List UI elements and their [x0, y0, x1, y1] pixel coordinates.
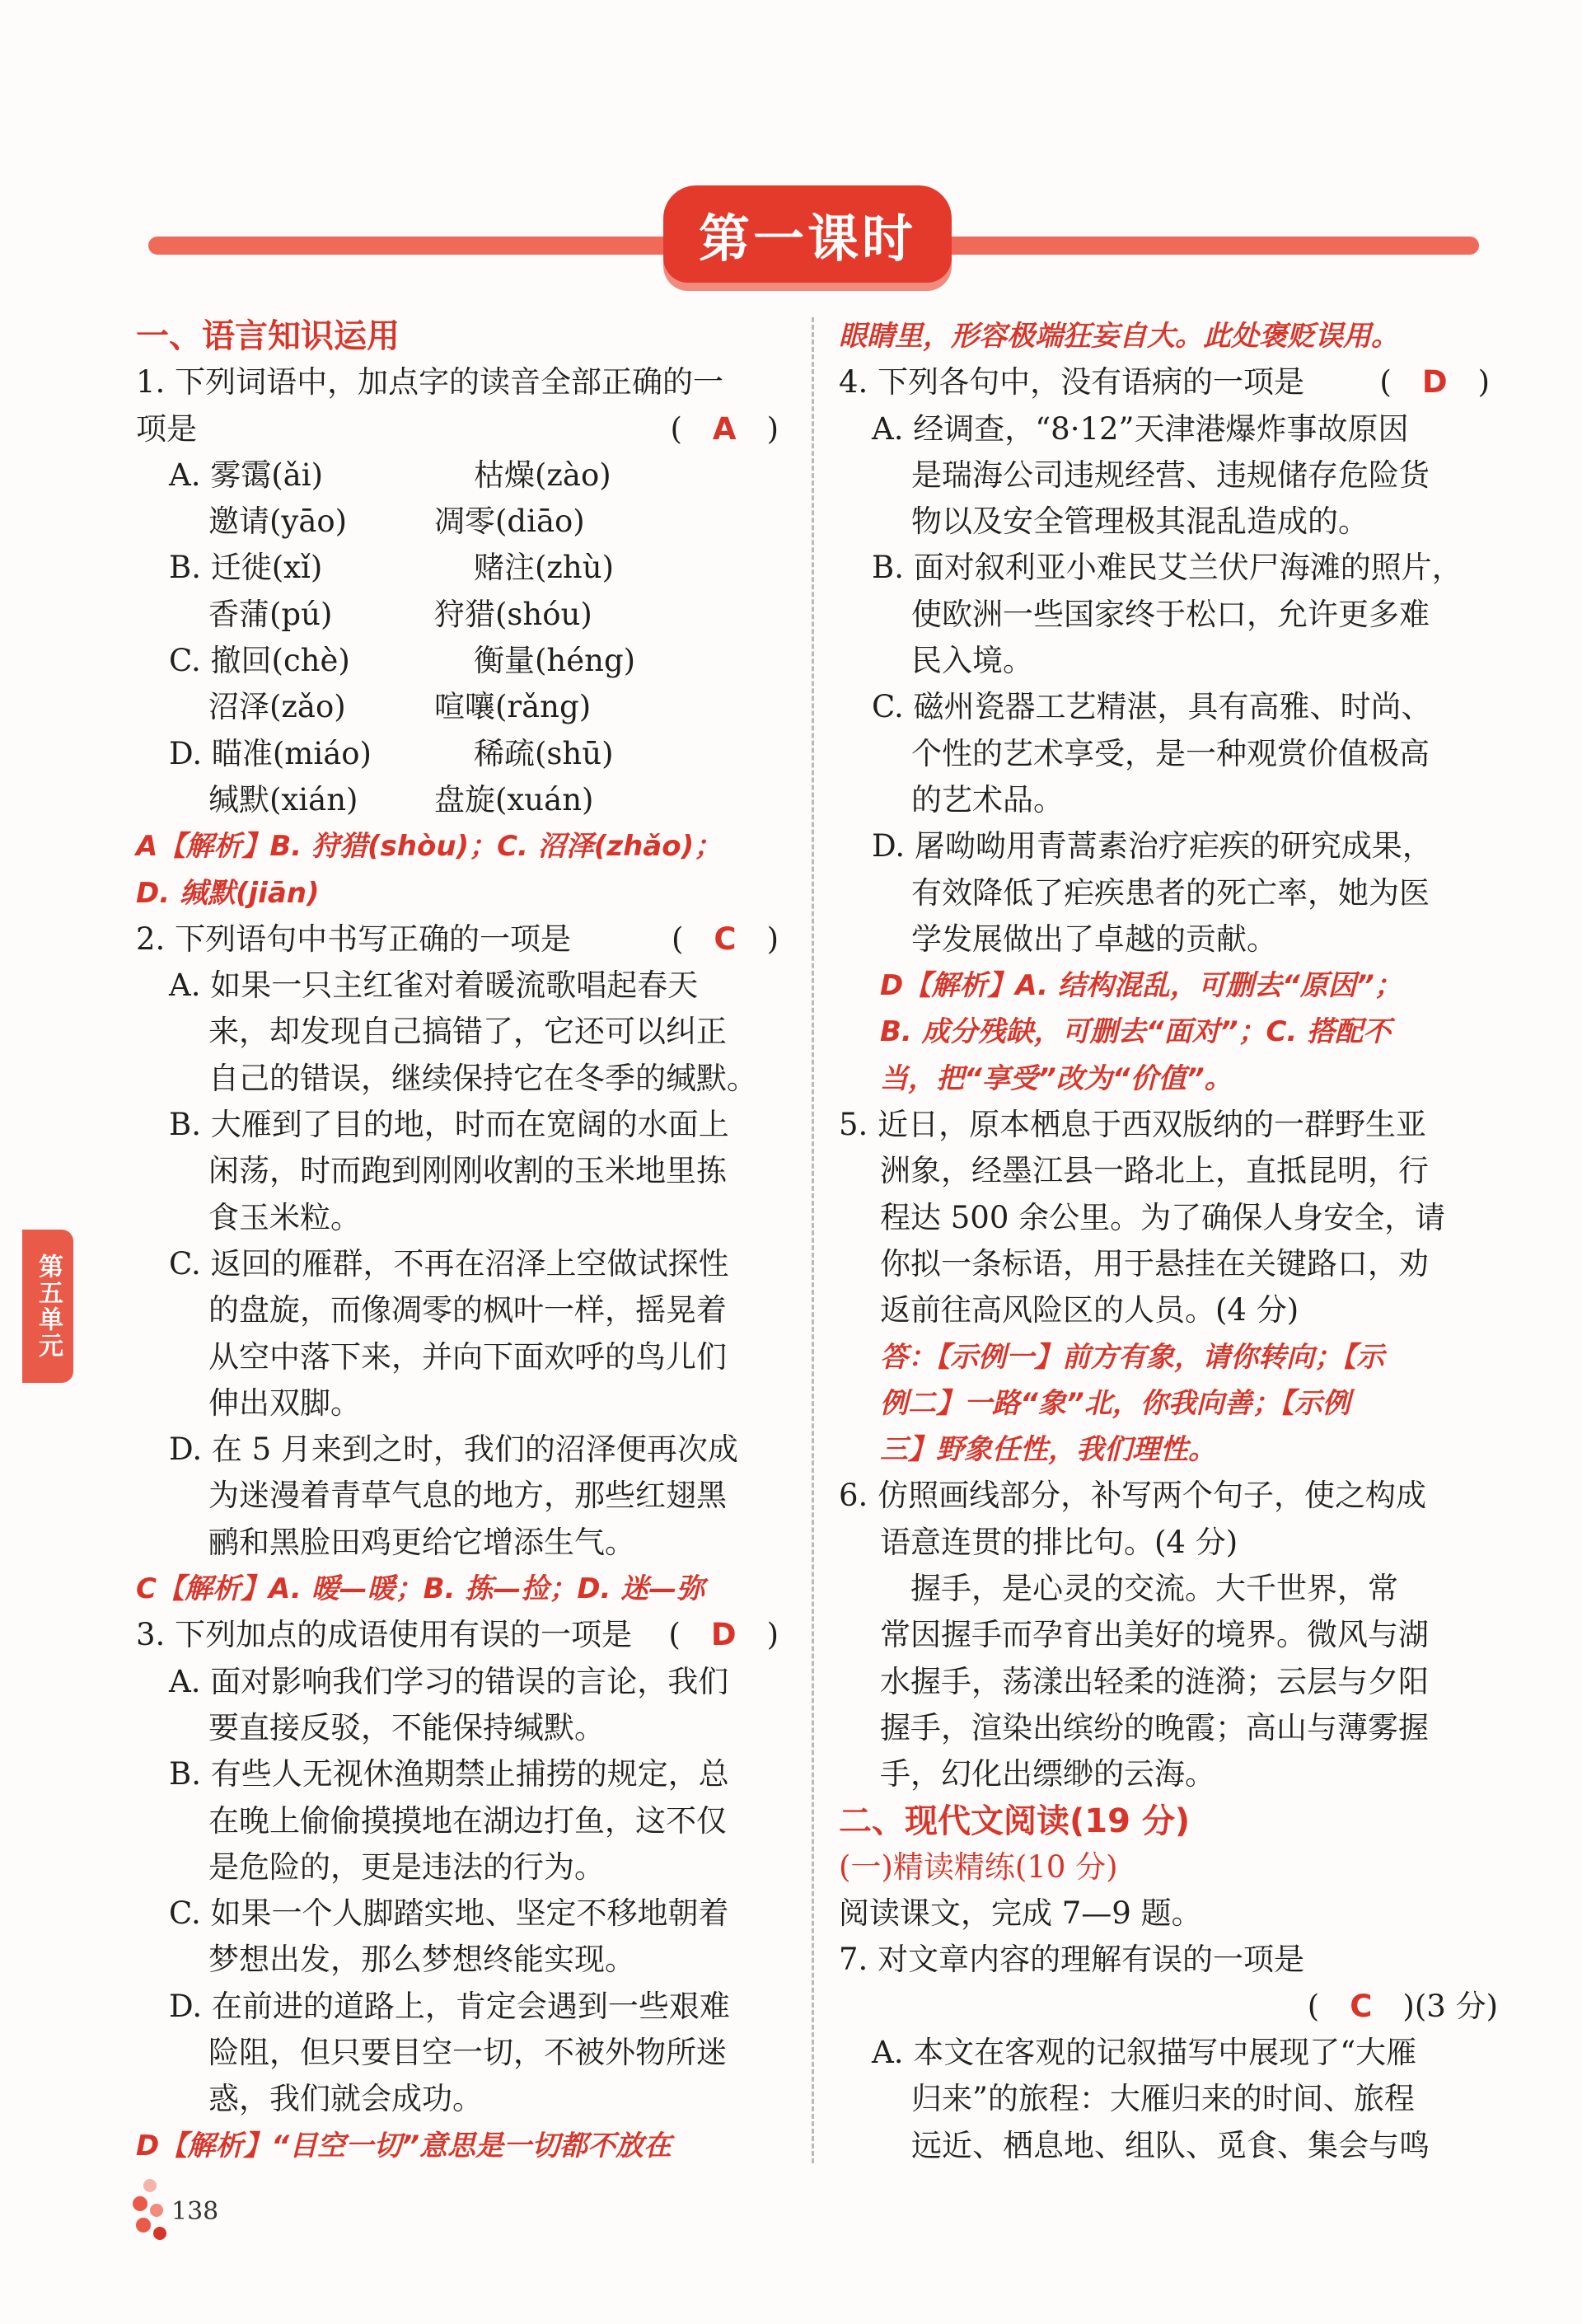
line-text: 3. 下列加点的成语使用有误的一项是 [136, 1617, 633, 1653]
line-text: 使欧洲一些国家终于松口，允许更多难 [911, 596, 1430, 632]
option-line [839, 452, 1498, 499]
line-text: 6. 仿照画线部分，补写两个句子，使之构成 [839, 1478, 1427, 1514]
answer-analysis [136, 2123, 787, 2169]
option-second-column: 枯燥(zào) [474, 457, 611, 493]
question-line [839, 1520, 1498, 1566]
left-column [136, 313, 787, 2169]
line-text: 伸出双脚。 [208, 1385, 361, 1421]
option-line [839, 684, 1498, 730]
answer-bracket: ( A ) [670, 410, 779, 447]
line-text: C. 磁州瓷器工艺精湛，具有高雅、时尚、 [872, 689, 1432, 725]
line-text: 来，却发现自己搞错了，它还可以纠正 [208, 1014, 727, 1050]
line-text: 7. 对文章内容的理解有误的一项是 [839, 1942, 1305, 1978]
line-text: A. 雾霭(ǎi) [169, 457, 324, 493]
question-line [839, 1287, 1498, 1333]
answer-bracket: ( C )(3 分) [1307, 1988, 1498, 2024]
question-line [839, 1566, 1498, 1612]
line-text: 归来”的旅程：大雁归来的时间、旅程 [911, 2081, 1415, 2117]
option-line [136, 1520, 787, 1566]
option-line [839, 731, 1498, 777]
option-line [839, 2123, 1498, 2169]
line-text: 有效降低了疟疾患者的死亡率，她为医 [911, 874, 1430, 911]
option-line [136, 1102, 787, 1148]
option-line [839, 777, 1498, 823]
line-text: A. 经调查，“8·12”天津港爆炸事故原因 [872, 410, 1409, 447]
option-line [136, 2076, 787, 2122]
option-line [136, 1705, 787, 1751]
option-line [839, 499, 1498, 545]
option-line [136, 1659, 787, 1705]
line-text: 在晚上偷偷摸摸地在湖边打鱼，这不仅 [208, 1802, 727, 1839]
line-text: 的盘旋，而像凋零的枫叶一样，摇晃着 [208, 1292, 727, 1328]
option-line [136, 1473, 787, 1519]
section-heading [136, 313, 787, 359]
line-text: 梦想出发，那么梦想终能实现。 [208, 1942, 635, 1978]
line-text: 是瑞海公司违规经营、违规储存危险货 [911, 457, 1430, 493]
line-text: 险阻，但只要目空一切，不被外物所迷 [208, 2034, 727, 2070]
option-line [136, 1195, 787, 1241]
answer-analysis [839, 1009, 1498, 1055]
option-second-column: 狩猎(shóu) [434, 596, 592, 632]
option-line [136, 1287, 787, 1333]
answer-analysis [136, 823, 787, 869]
line-text: (一)精读精练(10 分) [839, 1848, 1118, 1885]
score-label: (3 分) [1414, 1988, 1498, 2024]
line-text: A【解析】B. 狩猎(shòu)；C. 沼泽(zhǎo)； [136, 830, 723, 864]
line-text: C. 如果一个人脚踏实地、坚定不移地朝着 [169, 1895, 729, 1932]
question-line [839, 1241, 1498, 1287]
line-text: 例二】一路“象”北，你我向善；【示例 [880, 1386, 1350, 1420]
line-text: 当，把“享受”改为“价值”。 [880, 1061, 1233, 1095]
option-line [136, 1798, 787, 1844]
option-line [136, 731, 787, 777]
line-text: 眼睛里，形容极端狂妄自大。此处褒贬误用。 [839, 320, 1399, 353]
answer-letter: C [714, 921, 737, 957]
line-text: B. 有些人无视休渔期禁止捕捞的规定，总 [169, 1756, 729, 1792]
question-line [839, 1195, 1498, 1241]
answer-analysis [839, 1380, 1498, 1427]
option-line [136, 1891, 787, 1937]
option-second-column: 凋零(diāo) [434, 504, 585, 540]
line-text: A. 面对影响我们学习的错误的言论，我们 [169, 1663, 729, 1699]
option-line [839, 2030, 1498, 2076]
line-text: 阅读课文，完成 7—9 题。 [839, 1895, 1202, 1932]
answer-analysis [136, 870, 787, 916]
line-text: 你拟一条标语，用于悬挂在关键路口，劝 [880, 1245, 1429, 1281]
option-line [136, 1241, 787, 1287]
answer-bracket: ( D ) [1379, 364, 1490, 401]
line-text: 个性的艺术享受，是一种观赏价值极高 [911, 735, 1430, 771]
option-line [839, 592, 1498, 638]
line-text: 邀请(yāo) [208, 504, 348, 540]
line-text: 常因握手而孕育出美好的境界。微风与湖 [880, 1617, 1429, 1653]
option-line [839, 916, 1498, 963]
option-line [136, 1334, 787, 1380]
line-text: 是危险的，更是违法的行为。 [208, 1848, 605, 1885]
line-text: 民入境。 [911, 643, 1033, 679]
line-text: B. 面对叙利亚小难民艾兰伏尸海滩的照片， [872, 550, 1463, 586]
line-text: D. 瞄准(miáo) [169, 735, 372, 771]
line-text: 闲荡，时而跑到刚刚收割的玉米地里拣 [208, 1153, 727, 1189]
line-text: 缄默(xián) [208, 781, 358, 818]
line-text: 2. 下列语句中书写正确的一项是 [136, 921, 572, 957]
line-text: C. 返回的雁群，不再在沼泽上空做试探性 [169, 1245, 729, 1281]
line-text: D. 在前进的道路上，肯定会遇到一些艰难 [169, 1988, 730, 2024]
option-line [136, 963, 787, 1009]
answer-analysis [839, 1427, 1498, 1473]
line-text: A. 本文在客观的记叙描写中展现了“大雁 [872, 2034, 1417, 2070]
option-line [136, 1380, 787, 1427]
line-text: D. 在 5 月来到之时，我们的沼泽便再次成 [169, 1431, 738, 1468]
line-text: 二、现代文阅读(19 分) [839, 1802, 1191, 1840]
option-line [136, 452, 787, 499]
answer-analysis [839, 1056, 1498, 1102]
question-line [839, 1102, 1498, 1148]
answer-analysis [839, 963, 1498, 1009]
question-line [839, 359, 1498, 405]
question-line [136, 1612, 787, 1658]
line-text: C【解析】A. 暧—暖；B. 拣—捡；D. 迷—弥 [136, 1572, 705, 1606]
option-line [839, 545, 1498, 591]
answer-analysis [839, 313, 1498, 359]
line-text: A. 如果一只主红雀对着暖流歌唱起春天 [169, 968, 699, 1004]
line-text: 鹂和黑脸田鸡更给它增添生气。 [208, 1524, 635, 1560]
option-second-column: 盘旋(xuán) [434, 781, 594, 818]
line-text: 手，幻化出缥缈的云海。 [880, 1756, 1215, 1792]
question-line [136, 406, 787, 452]
line-text: 食玉米粒。 [208, 1199, 361, 1235]
line-text: 握手，是心灵的交流。大千世界，常 [880, 1571, 1398, 1607]
line-text: 沼泽(zǎo) [208, 689, 346, 725]
line-text: 香蒲(pú) [208, 596, 333, 632]
line-text: 物以及安全管理极其混乱造成的。 [911, 504, 1369, 540]
question-line [839, 1659, 1498, 1705]
option-line [136, 638, 787, 684]
question-line [839, 1891, 1498, 1937]
line-text: 要直接反驳，不能保持缄默。 [208, 1709, 605, 1745]
line-text: 返前往高风险区的人员。(4 分) [880, 1292, 1299, 1328]
line-text: 远近、栖息地、组队、觅食、集会与鸣 [911, 2127, 1430, 2163]
lesson-title: 第一课时 [663, 185, 952, 283]
question-line [839, 1751, 1498, 1797]
line-text: 语意连贯的排比句。(4 分) [880, 1524, 1238, 1560]
answer-letter: C [1350, 1988, 1373, 2024]
line-text: C. 撤回(chè) [169, 643, 350, 679]
answer-letter: D [1421, 364, 1448, 401]
option-line [136, 499, 787, 545]
option-line [136, 1148, 787, 1194]
option-line [136, 1427, 787, 1473]
right-column [839, 313, 1498, 2169]
line-text: 的艺术品。 [911, 781, 1064, 818]
option-second-column: 稀疏(shū) [474, 735, 614, 771]
option-line [136, 1009, 787, 1055]
answer-letter: A [712, 410, 737, 447]
option-line [839, 406, 1498, 452]
line-text: D【解析】“目空一切”意思是一切都不放在 [136, 2129, 672, 2162]
line-text: 惑，我们就会成功。 [208, 2081, 483, 2117]
line-text: D【解析】A. 结构混乱，可删去“原因”； [880, 969, 1402, 1003]
option-second-column: 衡量(héng) [474, 643, 636, 679]
answer-bracket: ( C ) [671, 921, 779, 957]
answer-bracket: ( D ) [668, 1617, 779, 1653]
line-text: 洲象，经墨江县一路北上，直抵昆明，行 [880, 1153, 1429, 1189]
subsection-heading [839, 1844, 1498, 1891]
line-text: 三】野象任性，我们理性。 [880, 1433, 1216, 1467]
answer-letter: D [710, 1617, 737, 1653]
answer-analysis [136, 1566, 787, 1612]
answer-analysis [839, 1334, 1498, 1380]
option-second-column: 赌注(zhù) [474, 550, 615, 586]
question-line [839, 1984, 1498, 2030]
column-divider [812, 317, 814, 2163]
line-text: 水握手，荡漾出轻柔的涟漪；云层与夕阳 [880, 1663, 1429, 1699]
option-line [839, 2076, 1498, 2122]
question-line [839, 1612, 1498, 1658]
option-line [136, 1937, 787, 1983]
line-text: 1. 下列词语中，加点字的读音全部正确的一 [136, 364, 724, 401]
option-line [136, 545, 787, 591]
option-second-column: 喧嚷(rǎng) [434, 689, 592, 725]
line-text: 4. 下列各句中，没有语病的一项是 [839, 364, 1305, 401]
question-line [136, 359, 787, 405]
line-text: 项是 [136, 410, 197, 447]
page-number: 138 [171, 2197, 219, 2226]
line-text: 为迷漫着青草气息的地方，那些红翅黑 [208, 1478, 727, 1514]
question-line [839, 1705, 1498, 1751]
question-line [136, 916, 787, 963]
option-line [136, 1751, 787, 1797]
line-text: B. 成分残缺，可删去“面对”；C. 搭配不 [880, 1015, 1392, 1049]
line-text: B. 迁徙(xǐ) [169, 550, 323, 586]
line-text: 从空中落下来，并向下面欢呼的鸟儿们 [208, 1338, 727, 1375]
option-line [839, 638, 1498, 684]
line-text: 学发展做出了卓越的贡献。 [911, 921, 1277, 957]
line-text: D. 缄默(jiān) [136, 876, 320, 910]
line-text: 自己的错误，继续保持它在冬季的缄默。 [208, 1060, 757, 1096]
line-text: 握手，渲染出缤纷的晚霞；高山与薄雾握 [880, 1709, 1429, 1745]
option-line [136, 684, 787, 730]
line-text: B. 大雁到了目的地，时而在宽阔的水面上 [169, 1107, 729, 1143]
option-line [136, 2030, 787, 2076]
section-heading [839, 1798, 1498, 1844]
line-text: 答：【示例一】前方有象，请你转向；【示 [880, 1340, 1384, 1374]
option-line [136, 1984, 787, 2030]
line-text: 一、语言知识运用 [136, 317, 400, 355]
question-line [839, 1473, 1498, 1519]
question-line [839, 1148, 1498, 1194]
line-text: 5. 近日，原本栖息于西双版纳的一群野生亚 [839, 1107, 1427, 1143]
option-line [839, 823, 1498, 869]
unit-side-tab: 第五单元 [22, 1230, 73, 1383]
question-line [839, 1937, 1498, 1983]
option-line [136, 592, 787, 638]
line-text: 程达 500 余公里。为了确保人身安全，请 [880, 1199, 1446, 1235]
option-line [136, 1056, 787, 1102]
line-text: D. 屠呦呦用青蒿素治疗疟疾的研究成果， [872, 828, 1433, 864]
option-line [136, 777, 787, 823]
option-line [136, 1844, 787, 1891]
option-line [839, 870, 1498, 916]
